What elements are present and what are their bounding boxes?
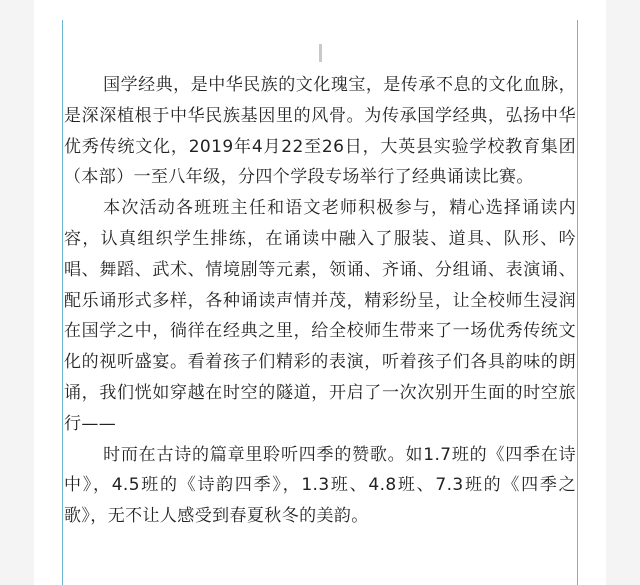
article-paragraph: 国学经典，是中华民族的文化瑰宝，是传承不息的文化血脉，是深深植根于中华民族基因里的风骨。为传承国学经典，弘扬中华优秀传统文化，2019年4月22至26日，大英县实验学校教育集团（本部）一至八年级，分四个学段专场举行了经典诵读比赛。 [64,75,576,188]
article-paragraph: 时而在古诗的篇章里聆听四季的赞歌。如1.7班的《四季在诗中》，4.5班的《诗韵四季》，1.3班、4.8班、7.3班的《四季之歌》，无不让人感受到春夏秋冬的美韵。 [64,444,576,527]
decorative-mark [319,44,322,62]
article-paragraph: 本次活动各班班主任和语文老师积极参与，精心选择诵读内容，认真组织学生排练，在诵读中融入了服装、道具、队形、吟唱、舞蹈、武术、情境剧等元素，领诵、齐诵、分组诵、表演诵、配乐诵形式多样，各种诵读声情并茂，精彩纷呈，让全校师生浸润在国学之中，徜徉在经典之里，给全校师生带来了一场优秀传统文化的视听盛宴。看着孩子们精彩的表演，听着孩子们各具韵味的朗诵，我们恍如穿越在时空的隧道，开启了一次次别开生面的时空旅行—— [64,198,576,434]
article-body [64,70,576,532]
